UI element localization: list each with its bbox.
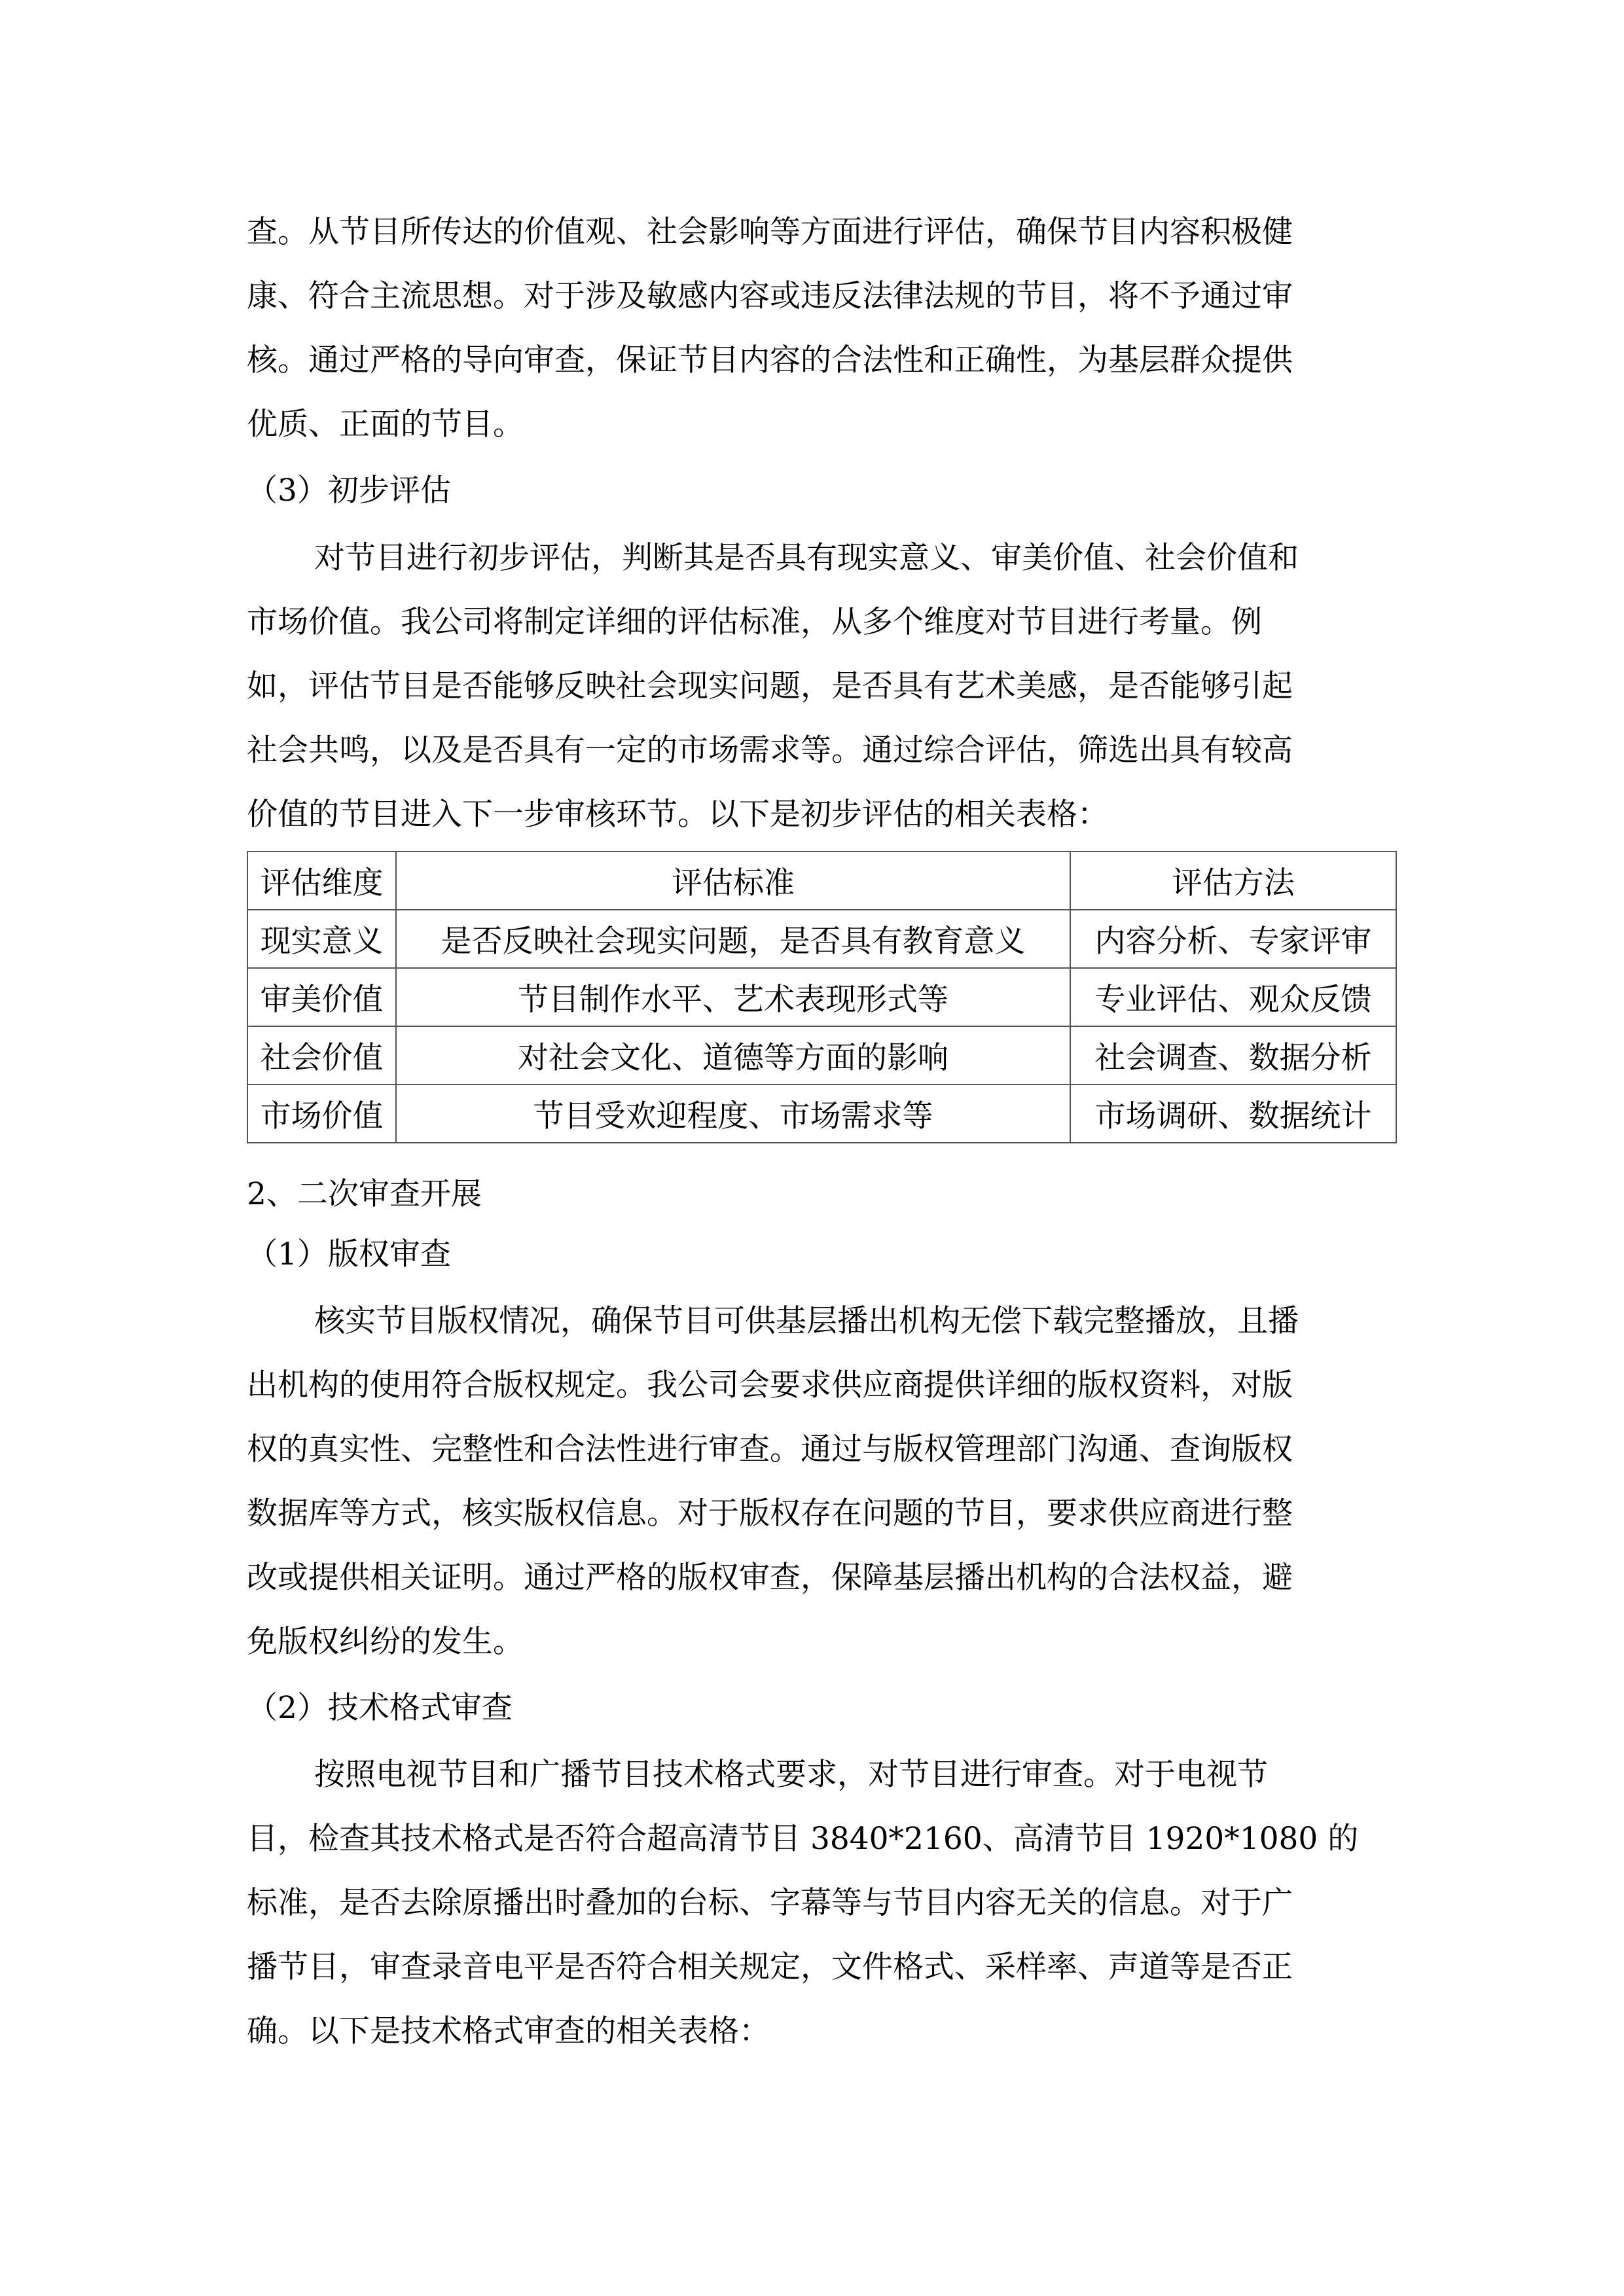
table-cell: 对社会文化、道德等方面的影响 (396, 1026, 1070, 1085)
paragraph-line: 优质、正面的节目。 (247, 406, 524, 442)
table-header-cell: 评估方法 (1070, 852, 1396, 910)
subheading-technical-format-review: （2）技术格式审查 (247, 1690, 513, 1726)
paragraph-line: 对节目进行初步评估，判断其是否具有现实意义、审美价值、社会价值和 (314, 540, 1299, 576)
table-cell: 市场调研、数据统计 (1070, 1085, 1396, 1143)
section-heading-second-review: 2、二次审查开展 (247, 1176, 482, 1212)
paragraph-line: 播节目，审查录音电平是否符合相关规定，文件格式、采样率、声道等是否正 (247, 1949, 1293, 1985)
table-cell: 节目受欢迎程度、市场需求等 (396, 1085, 1070, 1143)
subheading-copyright-review: （1）版权审查 (247, 1236, 451, 1272)
table-cell: 专业评估、观众反馈 (1070, 968, 1396, 1026)
paragraph-line: 出机构的使用符合版权规定。我公司会要求供应商提供详细的版权资料，对版 (247, 1367, 1293, 1403)
table-header-cell: 评估标准 (396, 852, 1070, 910)
paragraph-line: 改或提供相关证明。通过严格的版权审查，保障基层播出机构的合法权益，避 (247, 1560, 1293, 1596)
paragraph-line: 确。以下是技术格式审查的相关表格： (247, 2013, 770, 2049)
table-cell: 现实意义 (247, 910, 396, 968)
paragraph-line: 康、符合主流思想。对于涉及敏感内容或违反法律法规的节目，将不予通过审 (247, 278, 1293, 314)
paragraph-line: 查。从节目所传达的价值观、社会影响等方面进行评估，确保节目内容积极健 (247, 214, 1293, 250)
evaluation-table (247, 851, 1397, 1143)
table-cell: 审美价值 (247, 968, 396, 1026)
table-row (247, 968, 1396, 1026)
paragraph-line: 核。通过严格的导向审查，保证节目内容的合法性和正确性，为基层群众提供 (247, 342, 1293, 378)
table-row (247, 1026, 1396, 1085)
paragraph-line: 按照电视节目和广播节目技术格式要求，对节目进行审查。对于电视节 (314, 1757, 1268, 1793)
table-cell: 市场价值 (247, 1085, 396, 1143)
table-cell: 社会价值 (247, 1026, 396, 1085)
table-cell: 是否反映社会现实问题，是否具有教育意义 (396, 910, 1070, 968)
table-cell: 节目制作水平、艺术表现形式等 (396, 968, 1070, 1026)
table-cell: 内容分析、专家评审 (1070, 910, 1396, 968)
table-row (247, 910, 1396, 968)
paragraph-line: 权的真实性、完整性和合法性进行审查。通过与版权管理部门沟通、查询版权 (247, 1431, 1293, 1467)
table-cell: 社会调查、数据分析 (1070, 1026, 1396, 1085)
paragraph-line: 市场价值。我公司将制定详细的评估标准，从多个维度对节目进行考量。例 (247, 604, 1262, 640)
subheading-preliminary-evaluation: （3）初步评估 (247, 473, 451, 509)
paragraph-line: 数据库等方式，核实版权信息。对于版权存在问题的节目，要求供应商进行整 (247, 1496, 1293, 1532)
paragraph-line: 核实节目版权情况，确保节目可供基层播出机构无偿下载完整播放，且播 (314, 1303, 1299, 1339)
table-row (247, 1085, 1396, 1143)
paragraph-line: 标准，是否去除原播出时叠加的台标、字幕等与节目内容无关的信息。对于广 (247, 1885, 1293, 1921)
paragraph-line: 免版权纠纷的发生。 (247, 1624, 524, 1660)
paragraph-line: 价值的节目进入下一步审核环节。以下是初步评估的相关表格： (247, 797, 1108, 833)
table-header-cell: 评估维度 (247, 852, 396, 910)
paragraph-line: 如，评估节目是否能够反映社会现实问题，是否具有艺术美感，是否能够引起 (247, 668, 1293, 704)
table-header-row (247, 852, 1396, 910)
paragraph-line: 社会共鸣，以及是否具有一定的市场需求等。通过综合评估，筛选出具有较高 (247, 732, 1293, 768)
paragraph-line: 目，检查其技术格式是否符合超高清节目 3840*2160、高清节目 1920*1080 的 (247, 1821, 1359, 1857)
